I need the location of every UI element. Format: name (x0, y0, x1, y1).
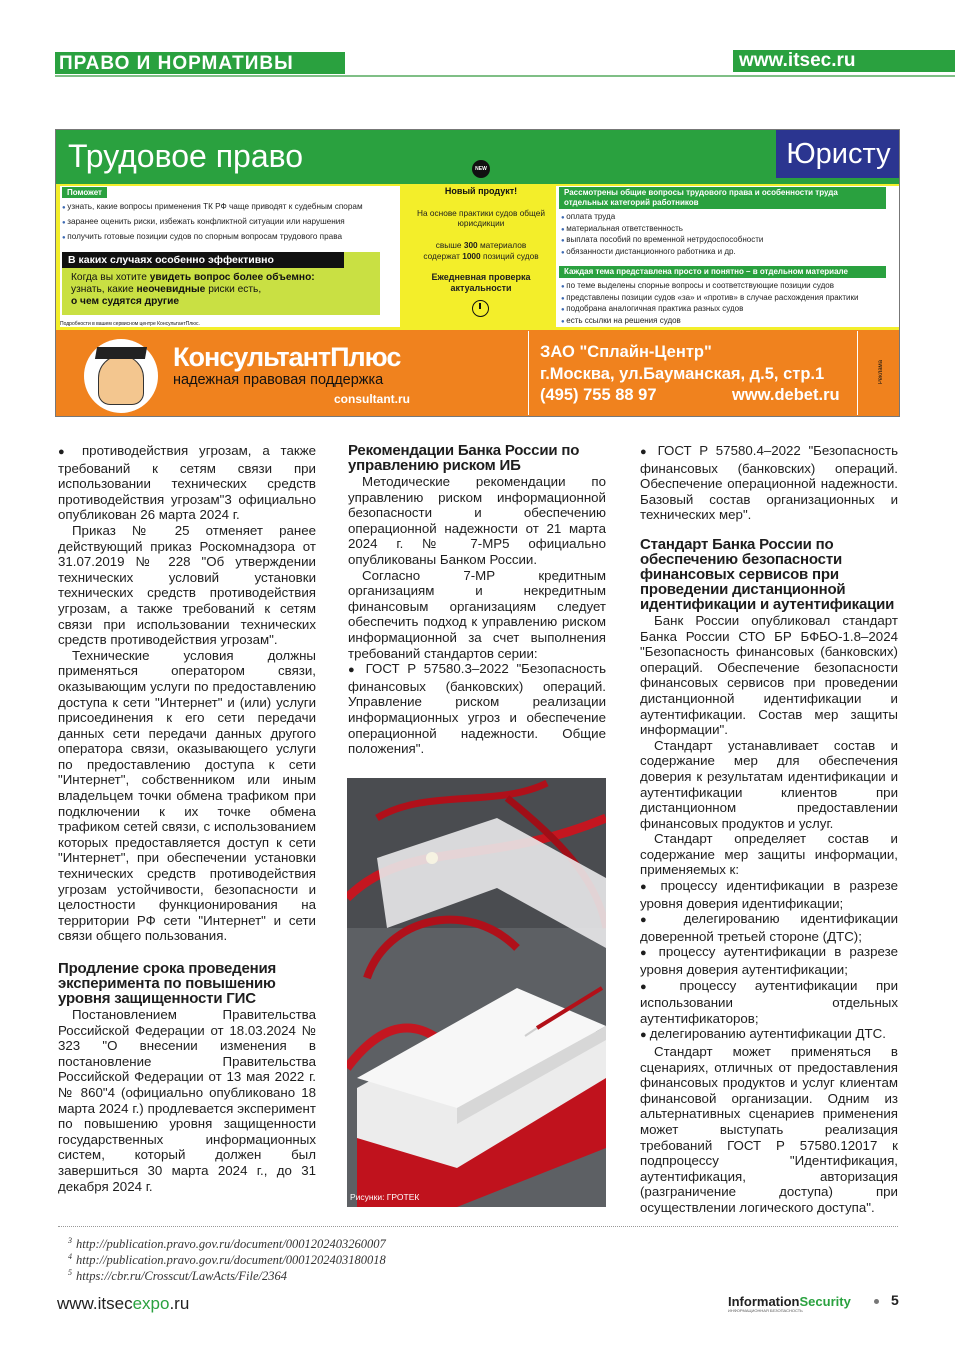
ad-right-list-1 (561, 212, 891, 258)
text: свыше (435, 240, 464, 250)
ad-company: ЗАО "Сплайн-Центр" (540, 343, 712, 361)
article-column-3 (640, 443, 898, 1216)
ad-address: г.Москва, ул.Бауманская, д.5, стр.1 (540, 365, 825, 383)
text-bold: 1000 (462, 251, 481, 261)
text: Information (728, 1294, 800, 1309)
section-heading: Рекомендации Банка России по управлению риском ИБ (348, 442, 580, 474)
paragraph: Согласно 7-МР кредитным организациям и некредитным финансовым организациям следует обеспечить подход к управлению риском информационной за счет выполнения требований стандартов серии: (348, 567, 606, 661)
ad-right-header-1: Рассмотрены общие вопросы трудового права и особенности труда отдельных категорий работников (559, 187, 886, 209)
text: материалов (477, 240, 527, 250)
paragraph: Стандарт определяет состав и содержание мер защиты информации, применяемых к: (640, 831, 898, 878)
text-bold: о чем судятся другие (71, 296, 180, 307)
magazine-subtitle: ИНФОРМАЦИОННАЯ БЕЗОПАСНОСТЬ (728, 1308, 803, 1313)
text: узнать, какие (71, 284, 137, 295)
paragraph: Банк России опубликовал стандарт Банка России СТО БР БФБО-1.8–2024 "Безопасность финансовых (банковских) операций. Обеспечение безопасности финансовых сервисов при проведении дистанционной идентификации и аутентификации. Состав мер защиты информации". (640, 612, 898, 738)
mascot-face-icon (98, 355, 144, 405)
bullet-item: ● делегированию идентификации доверенной третьей стороне (ДТС); (640, 911, 898, 944)
notebook-illustration (347, 778, 606, 1207)
footer-dot (874, 1299, 879, 1304)
footer-site-link[interactable] (57, 1294, 189, 1314)
list-item: ● подобрана аналогичная практика разных судов (561, 304, 900, 316)
ad-helps-label: Поможет (62, 187, 107, 198)
footnote-link[interactable]: http://publication.pravo.gov.ru/document/0001202403260007 (76, 1237, 386, 1252)
ad-brand-tagline: надежная правовая поддержка (173, 372, 384, 388)
bullet-item: ● процессу идентификации в разрезе уровня доверия идентификации; (640, 878, 898, 911)
ad-brand-name: КонсультантПлюс (173, 342, 401, 372)
bullet-item: ● процессу аутентификации при использовании отдельных аутентификаторов; (640, 978, 898, 1027)
ad-right-header-2: Каждая тема представлена просто и понятно – в отдельном материале (559, 266, 886, 278)
paragraph: Методические рекомендации по управлению риском информационной безопасности и обеспечению операционной надежности от 21 марта 2024 г. № 7-МР5 официально опубликованы Банком России. (348, 474, 606, 567)
ad-effective-text (71, 272, 371, 308)
paragraph: Стандарт устанавливает состав и содержание мер для обеспечения доверия к результатам идентификации и аутентификации клиентов при дистанционном предоставлении финансовых продуктов и услуг. (640, 737, 898, 831)
text-accent: expo (132, 1294, 170, 1313)
footnote-number: 4 (68, 1252, 72, 1261)
text: Когда вы хотите (71, 272, 150, 283)
list-item: ● заранее оценить риски, избежать конфликтной ситуации или нарушения (62, 215, 402, 230)
ad-audience-badge: Юристу (776, 130, 900, 178)
ad-stats (406, 240, 556, 262)
footnote[interactable] (68, 1265, 668, 1284)
text-bold: 300 (463, 240, 478, 250)
text-accent: Security (799, 1294, 851, 1309)
ad-effective-box (62, 252, 380, 315)
list-item: ● оплата труда (561, 212, 891, 224)
ad-brand-link[interactable]: consultant.ru (334, 392, 411, 406)
footnote-number: 3 (68, 1236, 72, 1245)
text: позиций судов (480, 251, 539, 261)
list-item: ● есть ссылки на решения судов (561, 316, 900, 328)
ad-phone[interactable]: (495) 755 88 97 (540, 386, 657, 404)
footnote-number: 5 (68, 1268, 72, 1277)
article-column-2 (348, 443, 606, 757)
list-item: ● по теме выделены спорные вопросы и соответствующие позиции судов (561, 281, 900, 293)
paragraph: Приказ № 25 отменяет ранее действующий приказ Роскомнадзора от 31.07.2019 № 228 "Об утверждении технических условий установки технических средств противодействия угрозам, а также требований к сетям связи при использовании технических средств противодействия угрозам". (58, 522, 316, 648)
paragraph: Технические условия должны применяться оператором связи, оказывающим услуги по предоставлению доступа к сети "Интернет" и (или) услуги присоединения к его сети передачи данных сети передачи данных другого оператора связи, оказывающего услуги по предоставлению доступа к сети "Интернет", собственником или иным владельцем точки обмена трафиком при подключении к их точке обмена трафиком сетей связи, с использованием которых предоставляется доступ к сети "Интернет", при обеспечении установки технических средств противодействия угрозам устойчивости, безопасности и целостности функционирования на территории РФ сети "Интернет" и сети связи общего пользования. (58, 647, 316, 944)
ad-new-product: Новый продукт! (444, 186, 518, 196)
footnote-link[interactable]: http://publication.pravo.gov.ru/document/0001202403180018 (76, 1253, 386, 1268)
ad-daily-check: Ежедневная проверка актуальности (431, 272, 531, 293)
bullet-item: ● ГОСТ Р 57580.3–2022 "Безопасность финансовых (банковских) операций. Управление риском реализации информационных угроз и обеспечение операционной надежности. Общие положения". (348, 661, 606, 757)
ad-center-circle (406, 160, 556, 325)
paragraph: Стандарт может применяться в сценариях, отличных от предоставления финансовых продуктов и услуг клиентам финансовой организации. Одним из альтернативных сценариев применения может выступать реализация требований ГОСТ Р 57580.12017 к подпроцессу "Идентификация, аутентификация, авторизация (разграничение доступа) при осуществлении логического доступа". (640, 1044, 898, 1215)
footnote-link[interactable]: https://cbr.ru/Crosscut/LawActs/File/2364 (76, 1269, 288, 1284)
magazine-logo (728, 1294, 851, 1309)
paragraph (58, 443, 316, 523)
consultant-ad[interactable] (55, 129, 900, 417)
ad-effective-label: В каких случаях особенно эффективно (62, 252, 344, 268)
ad-practice: На основе практики судов общей юрисдикции (416, 208, 546, 228)
text-bold: увидеть вопрос более объемно: (149, 272, 315, 283)
article-column-1 (58, 443, 316, 1194)
bullet-item: ● процессу аутентификации в разрезе уровня доверия аутентификации; (640, 944, 898, 977)
text: риски есть, (205, 284, 262, 295)
header-rule (55, 75, 955, 77)
ad-helps-list (62, 200, 402, 245)
list-item: ● выплата пособий по временной нетрудоспособности (561, 235, 891, 247)
footnote-divider (58, 1226, 898, 1227)
text: .ru (169, 1294, 190, 1313)
list-item: ● обязанности дистанционного работника и др. (561, 247, 891, 259)
new-badge-icon: NEW (472, 160, 490, 178)
text: противодействия угрозам, а также требований к сетям связи при использовании технических средств противодействия угрозам"3 официально опубликован 26 марта 2024 г. (58, 443, 316, 523)
paragraph: Постановлением Правительства Российской Федерации от 18.03.2024 № 323 "О внесении изменения в постановление Правительства Российской Федерации от 13 мая 2022 г. № 860"4 (официально опубликовано 18 марта 2024 г.) продлевается эксперимент по повышению уровня защищенности государственных информационных систем, который должен был завершиться 30 марта 2024 г., до 31 декабря 2024 г. (58, 1007, 316, 1194)
bullet-item: ● делегированию аутентификации ДТС. (640, 1026, 898, 1044)
list-item: ● материальная ответственность (561, 224, 891, 236)
ad-right-list-2 (561, 281, 900, 327)
page-number: 5 (891, 1292, 899, 1308)
section-heading: Стандарт Банка России по обеспечению безопасности финансовых сервисов при проведении дистанционной идентификации и аутентификации (640, 535, 895, 613)
consultant-mascot-logo (84, 339, 158, 413)
list-item: ● получить готовые позиции судов по спорным вопросам трудового права (62, 230, 402, 245)
text: www.itsec (57, 1294, 133, 1313)
mascot-cap-icon (95, 347, 147, 359)
clock-icon (472, 300, 489, 317)
header-site-link[interactable]: www.itsec.ru (733, 50, 955, 72)
bullet-item: ● ГОСТ Р 57580.4–2022 "Безопасность финансовых (банковских) операций. Обеспечение операционной надежности. Базовый состав организационных и технических мер". (640, 443, 898, 523)
section-title: ПРАВО И НОРМАТИВЫ (55, 52, 345, 74)
ad-bottom-band (56, 330, 900, 417)
ad-mark: Реклама (878, 360, 884, 385)
photo-credit: Рисунки: ГРОТЕК (350, 1192, 420, 1202)
section-heading: Продление срока проведения эксперимента по повышению уровня защищенности ГИС (58, 960, 277, 1007)
text-bold: неочевидные (136, 284, 206, 295)
notebook-photo (347, 778, 606, 1207)
text: содержат (423, 251, 463, 261)
ad-company-link[interactable]: www.debet.ru (732, 386, 840, 404)
ad-title: Трудовое право (68, 138, 304, 174)
ad-details-note: Подробности в вашем сервисном центре КонсультантПлюс. (60, 321, 200, 327)
list-item: ● узнать, какие вопросы применения ТК РФ чаще приводят к судебным спорам (62, 200, 402, 215)
list-item: ● представлены позиции судов «за» и «против» в случае расхождения практики (561, 293, 900, 305)
